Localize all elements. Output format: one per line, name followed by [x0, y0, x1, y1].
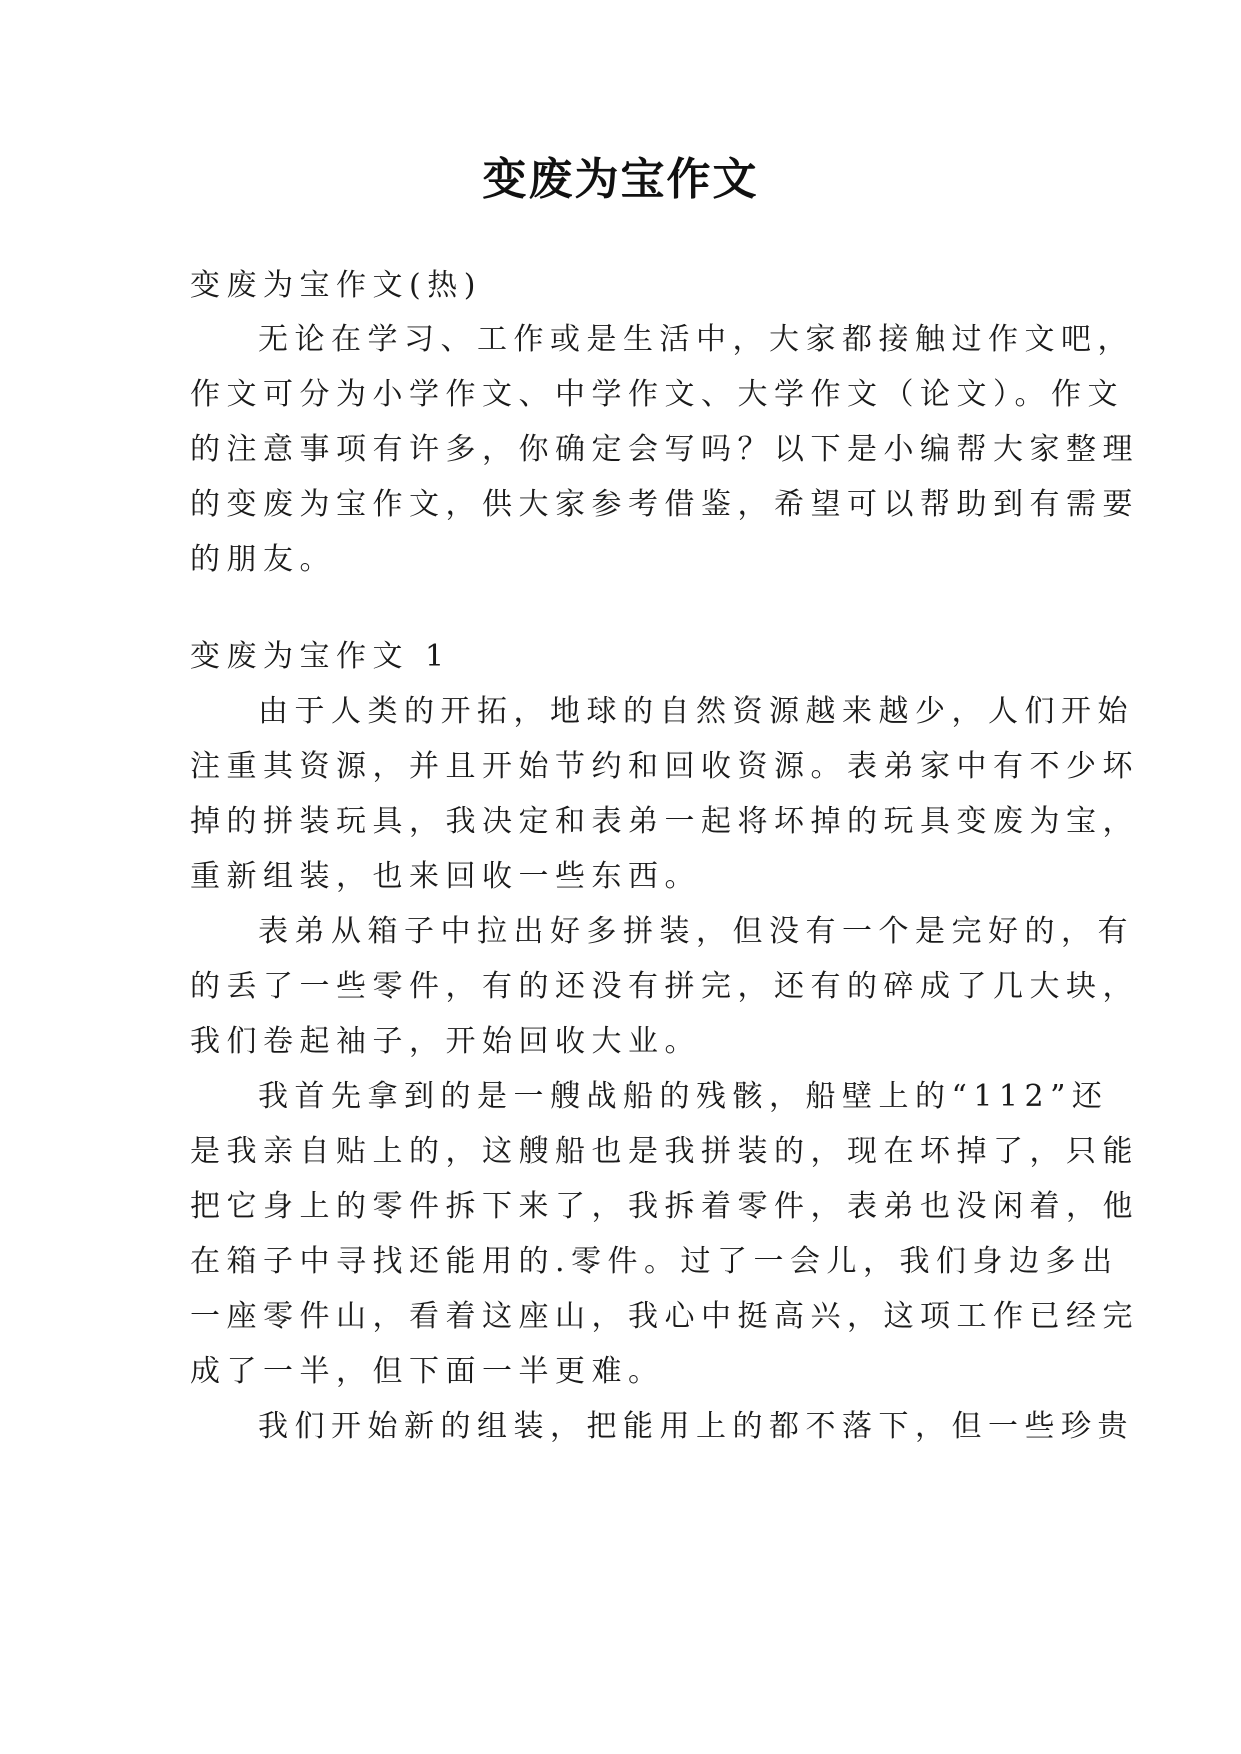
paragraph-line: 一座零件山，看着这座山，我心中挺高兴，这项工作已经完	[190, 1299, 1139, 1334]
paragraph-line: 我首先拿到的是一艘战船的残骸，船壁上的“112”还	[258, 1079, 1109, 1114]
paragraph-line: 我们开始新的组装，把能用上的都不落下，但一些珍贵	[258, 1409, 1134, 1444]
paragraph-line: 的变废为宝作文，供大家参考借鉴，希望可以帮助到有需要	[190, 487, 1139, 522]
document-title: 变废为宝作文	[482, 154, 759, 205]
paragraph-line: 表弟从箱子中拉出好多拼装，但没有一个是完好的，有	[258, 914, 1134, 949]
paragraph-line: 是我亲自贴上的，这艘船也是我拼装的，现在坏掉了，只能	[190, 1134, 1139, 1169]
section-heading: 变废为宝作文 1	[190, 639, 451, 674]
paragraph-line: 我们卷起袖子，开始回收大业。	[190, 1024, 701, 1059]
paragraph-line: 作文可分为小学作文、中学作文、大学作文（论文）。作文	[190, 377, 1124, 412]
paragraph-line: 由于人类的开拓，地球的自然资源越来越少，人们开始	[258, 694, 1134, 729]
paragraph-line: 无论在学习、工作或是生活中，大家都接触过作文吧，	[258, 322, 1134, 357]
paragraph-line: 的朋友。	[190, 542, 336, 577]
paragraph-line: 的注意事项有许多，你确定会写吗？以下是小编帮大家整理	[190, 432, 1139, 467]
paragraph-line: 成了一半，但下面一半更难。	[190, 1354, 665, 1389]
paragraph-line: 掉的拼装玩具，我决定和表弟一起将坏掉的玩具变废为宝，	[190, 804, 1139, 839]
paragraph-line: 在箱子中寻找还能用的.零件。过了一会儿，我们身边多出	[190, 1244, 1119, 1279]
paragraph-line: 重新组装，也来回收一些东西。	[190, 859, 701, 894]
paragraph-line: 的丢了一些零件，有的还没有拼完，还有的碎成了几大块，	[190, 969, 1139, 1004]
paragraph-line: 把它身上的零件拆下来了，我拆着零件，表弟也没闲着，他	[190, 1189, 1139, 1224]
section-heading: 变废为宝作文(热)	[190, 268, 482, 303]
paragraph-line: 注重其资源，并且开始节约和回收资源。表弟家中有不少坏	[190, 749, 1139, 784]
